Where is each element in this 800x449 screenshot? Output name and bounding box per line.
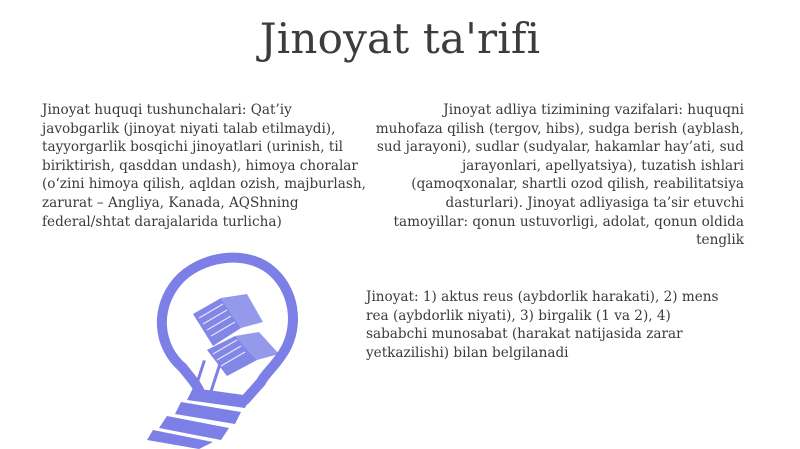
lightbulb-book-icon	[95, 250, 305, 449]
left-text-block: Jinoyat huquqi tushunchalari: Qat’iy javobgarlik (jinoyat niyati talab etilmaydi), tayyorgarlik bosqichi jinoyatlari (urinish, til biriktirish, qasddan undash), himoya choralar (o‘zini himoya qilish, aqldan ozish, majburlash, zarurat – Angliya, Kanada, AQShning federal/shtat darajalarida turlicha)	[42, 102, 366, 230]
bottom-text-block: Jinoyat: 1) aktus reus (aybdorlik harakati), 2) mens rea (aybdorlik niyati), 3) birgalik (1 va 2), 4) sababchi munosabat (harakat natijasida zarar yetkazilishi) bilan belgilanadi	[366, 289, 719, 361]
slide-title: Jinoyat ta'rifi	[259, 14, 541, 63]
right-text-block: Jinoyat adliya tizimining vazifalari: huquqni muhofaza qilish (tergov, hibs), sudga berish (ayblash, sud jarayoni), sudlar (sudyalar, hakamlar hay’ati, sud jarayonlari, apellyatsiya), tuzatish ishlari (qamoqxonalar, shartli ozod qilish, reabilitatsiya dasturlari). Jinoyat adliyasiga ta’sir etuvchi tamoyillar: qonun ustuvorligi, adolat, qonun oldida tenglik	[375, 102, 744, 249]
